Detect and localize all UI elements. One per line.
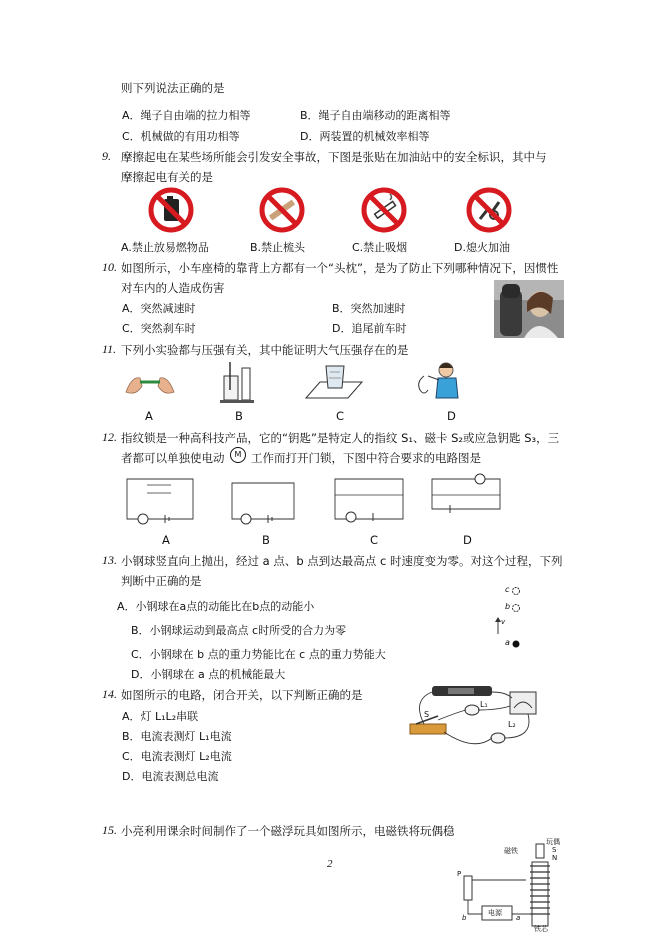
q14-option-d: D．电流表测总电流 bbox=[122, 770, 219, 783]
q11-label-d: D bbox=[447, 409, 456, 423]
q11-figure-a-hands-pressing-pencil bbox=[124, 362, 176, 404]
q9-text-line1: 摩擦起电在某些场所能会引发安全事故，下图是张贴在加油站中的安全标识，其中与 bbox=[121, 150, 547, 164]
no-fueling-with-engine-icon bbox=[465, 186, 513, 234]
q9-number: 9. bbox=[102, 149, 111, 163]
point-b-label: b bbox=[505, 602, 511, 611]
bulb-l2-label: L₂ bbox=[508, 720, 516, 729]
car-headrest-photo bbox=[494, 280, 564, 338]
q12-label-d: D bbox=[463, 533, 472, 547]
q11-figure-d-boy-blowing bbox=[410, 358, 466, 406]
q8-option-c: C．机械做的有用功相等 bbox=[122, 130, 240, 143]
q9-option-a: A.禁止放易燃物品 bbox=[121, 241, 209, 254]
q11-label-b: B bbox=[235, 409, 243, 423]
q10-number: 10. bbox=[102, 260, 117, 274]
q8-option-a: A．绳子自由端的拉力相等 bbox=[122, 109, 251, 122]
q8-option-d: D．两装置的机械效率相等 bbox=[300, 130, 430, 143]
magnet-label: 磁铁 bbox=[504, 847, 518, 855]
q14-option-c: C．电流表测灯 L₂电流 bbox=[122, 750, 232, 763]
q12-text-line2b: 工作而打开门锁，下图中符合要求的电路图是 bbox=[251, 451, 481, 465]
q11-text-line1: 下列小实验都与压强有关，其中能证明大气压强存在的是 bbox=[121, 343, 409, 357]
intro-line: 则下列说法正确的是 bbox=[121, 81, 225, 95]
bulb-l1-label: L₁ bbox=[480, 700, 488, 709]
q10-text-line2: 对车内的人造成伤害 bbox=[121, 281, 225, 295]
q14-circuit-photo bbox=[408, 680, 548, 760]
q13-ball-trajectory-figure bbox=[490, 582, 530, 652]
q12-circuit-d bbox=[430, 473, 502, 525]
point-c-label: c bbox=[505, 585, 510, 594]
doll-label: 玩偶 bbox=[546, 838, 560, 846]
q8-option-b: B．绳子自由端移动的距离相等 bbox=[300, 109, 451, 122]
q12-text-line1: 指纹锁是一种高科技产品，它的“钥匙”是特定人的指纹 S₁、磁卡 S₂或应急钥匙 S₃，三 bbox=[121, 431, 560, 445]
q10-option-d: D．追尾前车时 bbox=[332, 322, 407, 335]
switch-s-label: S bbox=[424, 710, 430, 719]
q12-label-c: C bbox=[370, 533, 379, 547]
velocity-label: v bbox=[501, 618, 506, 626]
q13-option-a: A．小钢球在a点的动能比在b点的动能小 bbox=[117, 600, 315, 613]
q12-label-b: B bbox=[262, 533, 270, 547]
q10-option-b: B．突然加速时 bbox=[332, 302, 406, 315]
q12-circuit-b bbox=[230, 473, 296, 525]
point-a-label: a bbox=[516, 914, 521, 922]
q12-circuit-a bbox=[125, 473, 195, 525]
no-combing-icon bbox=[258, 186, 306, 234]
q12-text-line2a: 者都可以单独使电动 bbox=[121, 451, 225, 465]
power-supply-label: 电源 bbox=[488, 909, 502, 917]
q11-label-a: A bbox=[145, 409, 153, 423]
q14-option-b: B．电流表测灯 L₁电流 bbox=[122, 730, 232, 743]
q15-number: 15. bbox=[102, 823, 117, 837]
q13-option-b: B．小钢球运动到最高点 c时所受的合力为零 bbox=[131, 624, 347, 637]
q14-option-a: A．灯 L₁L₂串联 bbox=[122, 710, 199, 723]
q13-text-line1: 小钢球竖直向上抛出，经过 a 点、b 点到达最高点 c 时速度变为零。对这个过程，下列 bbox=[121, 554, 563, 568]
q11-label-c: C bbox=[336, 409, 345, 423]
point-b-label: b bbox=[462, 914, 467, 922]
q11-figure-b-bottle-tube bbox=[218, 360, 258, 404]
q13-option-d: D．小钢球在 a 点的机械能最大 bbox=[131, 668, 286, 681]
q15-electromagnet-figure bbox=[456, 836, 566, 932]
q11-number: 11. bbox=[102, 342, 117, 356]
q13-text-line2: 判断中正确的是 bbox=[121, 574, 202, 588]
q9-text-line2: 摩擦起电有关的是 bbox=[121, 170, 213, 184]
q15-text-line1: 小亮利用课余时间制作了一个磁浮玩具如图所示，电磁铁将玩偶稳 bbox=[121, 824, 455, 838]
no-smoking-icon bbox=[360, 186, 408, 234]
q13-number: 13. bbox=[102, 553, 117, 567]
q11-figure-c-cup-card bbox=[302, 360, 366, 404]
q12-label-a: A bbox=[162, 533, 170, 547]
no-flammables-icon bbox=[147, 186, 195, 234]
pole-s-label: S bbox=[552, 846, 557, 854]
q14-number: 14. bbox=[102, 687, 117, 701]
slider-p-label: P bbox=[457, 870, 462, 878]
q10-option-a: A．突然减速时 bbox=[122, 302, 196, 315]
q9-option-c: C.禁止吸烟 bbox=[352, 241, 408, 254]
q14-text-line1: 如图所示的电路，闭合开关，以下判断正确的是 bbox=[121, 688, 363, 702]
point-a-label: a bbox=[505, 638, 510, 647]
q13-option-c: C．小钢球在 b 点的重力势能比在 c 点的重力势能大 bbox=[131, 648, 386, 661]
iron-core-label: 铁芯 bbox=[534, 925, 548, 933]
motor-symbol-icon: M bbox=[230, 447, 246, 463]
q9-option-b: B.禁止梳头 bbox=[250, 241, 306, 254]
q9-option-d: D.熄火加油 bbox=[454, 241, 510, 254]
q10-option-c: C．突然刹车时 bbox=[122, 322, 196, 335]
q10-text-line1: 如图所示，小车座椅的靠背上方都有一个“头枕”，是为了防止下列哪种情况下，因惯性 bbox=[121, 261, 559, 275]
pole-n-label: N bbox=[552, 854, 558, 862]
q12-number: 12. bbox=[102, 430, 117, 444]
page-number: 2 bbox=[327, 858, 333, 870]
q12-circuit-c bbox=[333, 473, 405, 525]
